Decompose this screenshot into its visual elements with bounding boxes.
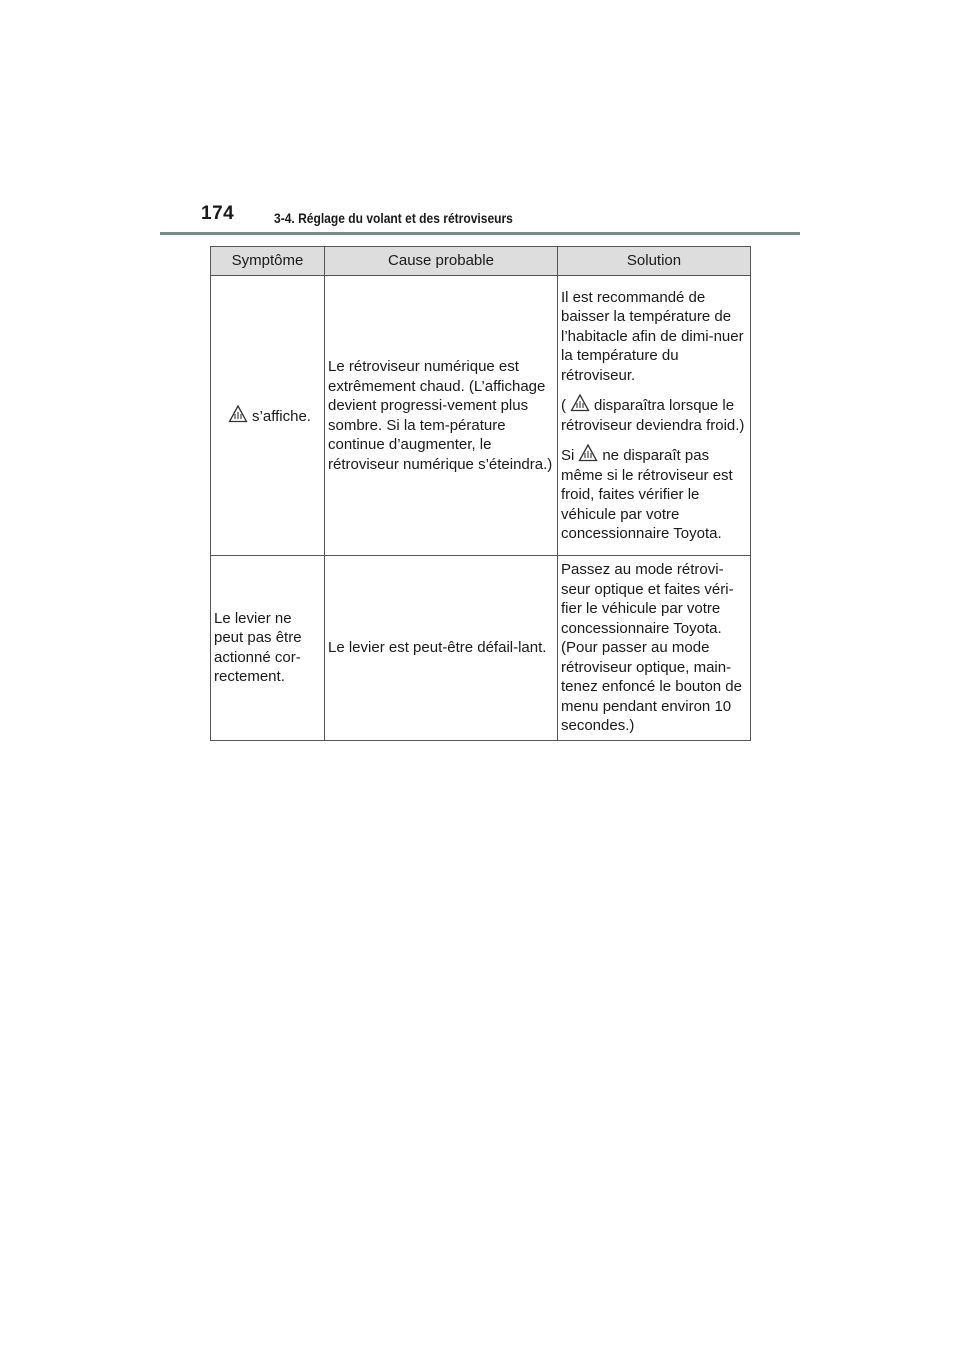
solution-paragraph: Il est recommandé de baisser la température de l’habitacle afin de dimi-nuer la température du rétroviseur. bbox=[561, 288, 744, 384]
column-header-solution: Solution bbox=[558, 247, 751, 276]
solution-text: ne disparaît pas même si le rétroviseur est froid, faites vérifier le véhicule par votre concessionnaire Toyota. bbox=[561, 447, 733, 542]
symptom-cell bbox=[211, 276, 325, 556]
heat-warning-triangle-icon bbox=[578, 443, 598, 463]
solution-text: disparaîtra lorsque le rétroviseur deviendra froid.) bbox=[561, 397, 745, 434]
column-header-symptom: Symptôme bbox=[211, 247, 325, 276]
heat-warning-triangle-icon bbox=[228, 404, 248, 424]
cause-cell bbox=[325, 276, 558, 556]
symptom-text: s’affiche. bbox=[252, 408, 311, 426]
solution-text: Passez au mode rétrovi-seur optique et faites véri-fier le véhicule par votre concessionnaire Toyota. (Pour passer au mode rétroviseur optique, main-tenez enfoncé le bouton de menu pendant environ 10 secondes.) bbox=[561, 561, 742, 734]
table-header-row bbox=[211, 247, 751, 276]
paren-open: ( bbox=[561, 397, 566, 414]
solution-text: Si bbox=[561, 447, 575, 464]
solution-paragraph bbox=[561, 443, 747, 544]
symptom-text: Le levier ne peut pas être actionné cor-rectement. bbox=[214, 609, 302, 686]
header-divider bbox=[160, 232, 800, 235]
symptom-cell bbox=[211, 556, 325, 741]
column-header-cause: Cause probable bbox=[325, 247, 558, 276]
section-title: 3-4. Réglage du volant et des rétroviseurs bbox=[274, 210, 513, 226]
solution-cell bbox=[558, 556, 751, 741]
heat-warning-triangle-icon bbox=[570, 393, 590, 413]
cause-cell bbox=[325, 556, 558, 741]
table-row bbox=[211, 556, 751, 741]
cause-text: Le rétroviseur numérique est extrêmement chaud. (L’affichage devient progressi-vement plus sombre. Si la tem-pérature continue d’augmenter, le rétroviseur numérique s’éteindra.) bbox=[328, 358, 553, 473]
solution-cell bbox=[558, 276, 751, 556]
solution-paragraph bbox=[561, 393, 747, 435]
page-number: 174 bbox=[201, 203, 235, 224]
troubleshooting-table bbox=[210, 246, 751, 741]
cause-text: Le levier est peut-être défail-lant. bbox=[328, 639, 547, 656]
table-row bbox=[211, 276, 751, 556]
